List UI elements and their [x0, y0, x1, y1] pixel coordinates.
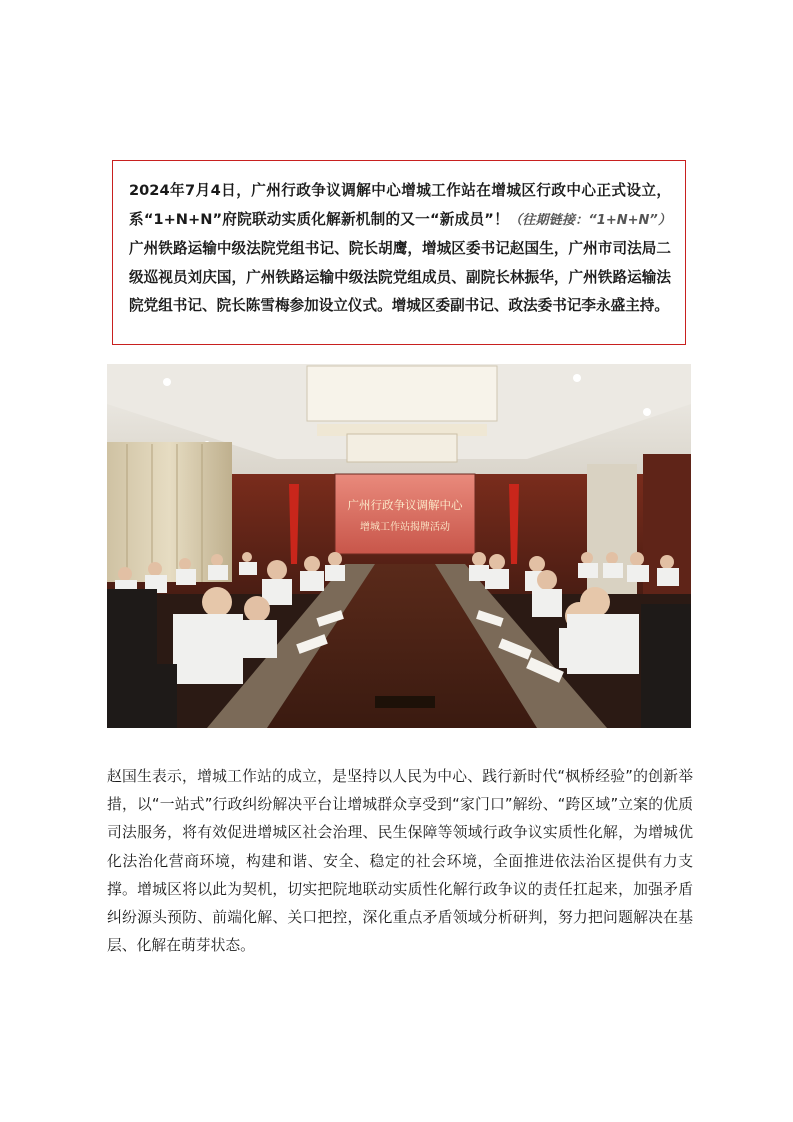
meeting-photo: [107, 364, 691, 728]
highlight-lead: 2024年7月4日，广州行政争议调解中心增城工作站在增城区行政中心正式设立，系“1+N+N”府院联动实质化解新机制的又一“新成员”！: [129, 182, 671, 228]
body-paragraph: 赵国生表示，增城工作站的成立，是坚持以人民为中心、践行新时代“枫桥经验”的创新举措，以“一站式”行政纠纷解决平台让增城群众享受到“家门口”解纷、“跨区域”立案的优质司法服务，将有效促进增城区社会治理、民生保障等领域行政争议实质性化解，为增城优化法治化营商环境，构建和谐、安全、稳定的社会环境，全面推进依法治区提供有力支撑。增城区将以此为契机，切实把院地联动实质性化解行政争议的责任扛起来，加强矛盾纠纷源头预防、前端化解、关口把控，深化重点矛盾领域分析研判，努力把问题解决在基层、化解在萌芽状态。: [107, 768, 693, 955]
highlight-box: [112, 160, 686, 345]
screen-line-2: 增城工作站揭牌活动: [360, 522, 450, 533]
meeting-photo-illustration: [107, 364, 691, 728]
attendees-text: 广州铁路运输中级法院党组书记、院长胡鹰，增城区委书记赵国生，广州市司法局二级巡视员刘庆国，广州铁路运输中级法院党组成员、副院长林振华，广州铁路运输法院党组书记、院长陈雪梅参加设立仪式。增城区委副书记、政法委书记李永盛主持。: [129, 240, 671, 314]
highlight-paragraph: [129, 177, 671, 321]
archive-link[interactable]: （往期链接：“1+N+N”）: [508, 212, 672, 228]
screen-line-1: 广州行政争议调解中心: [347, 498, 463, 512]
